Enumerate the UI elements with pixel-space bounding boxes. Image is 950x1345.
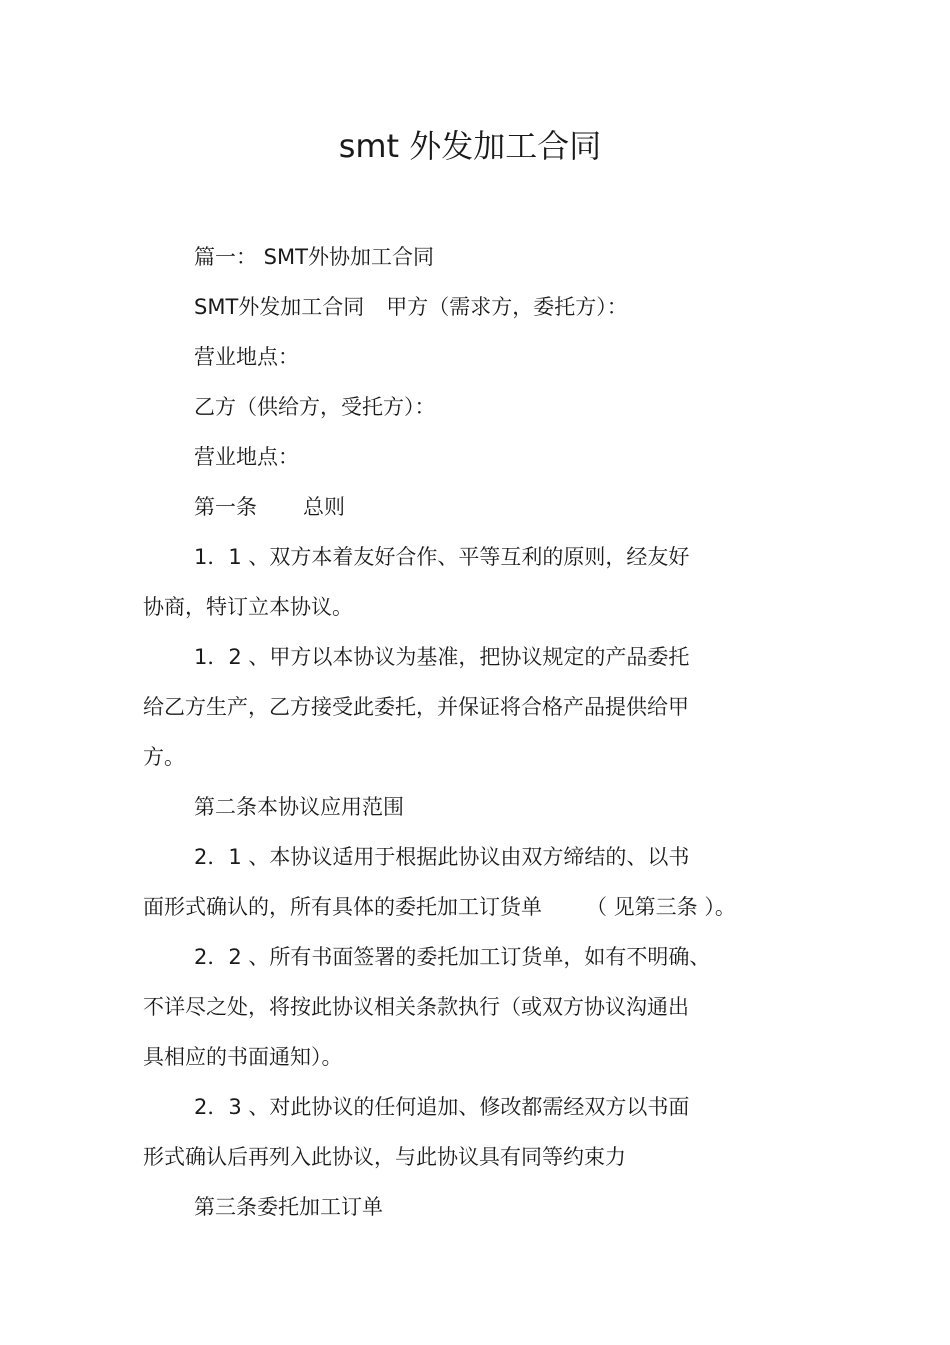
clause-1-1-line1: 1．1 、双方本着友好合作、平等互利的原则，经友好 — [194, 545, 690, 569]
clause-2-3-line2: 形式确认后再列入此协议，与此协议具有同等约束力 — [143, 1145, 626, 1169]
clause-2-2-line1: 2．2 、所有书面签署的委托加工订货单，如有不明确、 — [194, 945, 711, 969]
clause-2-3-line1: 2．3 、对此协议的任何追加、修改都需经双方以书面 — [194, 1095, 690, 1119]
clause-2-2-line3: 具相应的书面通知）。 — [143, 1045, 343, 1069]
clause-1-2-line1: 1．2 、甲方以本协议为基准，把协议规定的产品委托 — [194, 645, 690, 669]
clause-1-2-line3: 方。 — [143, 745, 185, 769]
party-a-label: 甲方（需求方，委托方）： — [386, 295, 628, 319]
clause-1-1-line2: 协商，特订立本协议。 — [143, 595, 353, 619]
document-body — [143, 232, 783, 1232]
clause-2-1-line1: 2．1 、本协议适用于根据此协议由双方缔结的、以书 — [194, 845, 690, 869]
article-3-heading: 第三条委托加工订单 — [194, 1195, 383, 1219]
article-1-number: 第一条 — [194, 495, 257, 519]
party-a-line — [143, 282, 783, 332]
article-1-heading — [143, 482, 783, 532]
clause-2-2-line2: 不详尽之处，将按此协议相关条款执行（或双方协议沟通出 — [143, 995, 689, 1019]
party-b-label: 乙方（供给方，受托方）： — [194, 395, 436, 419]
clause-2-1-text: 面形式确认的，所有具体的委托加工订货单 — [143, 895, 542, 919]
article-2-heading: 第二条本协议应用范围 — [194, 795, 404, 819]
clause-1-2-line2: 给乙方生产，乙方接受此委托，并保证将合格产品提供给甲 — [143, 695, 689, 719]
clause-2-1-reference: （ 见第三条 ）。 — [586, 895, 736, 919]
article-1-title: 总则 — [303, 495, 345, 519]
document-title: smt 外发加工合同 — [338, 127, 602, 165]
party-a-address: 营业地点： — [194, 345, 299, 369]
party-b-address: 营业地点： — [194, 445, 299, 469]
clause-2-1-line2 — [143, 882, 783, 932]
section-heading-part1: 篇一： SMT外协加工合同 — [194, 245, 434, 269]
contract-name: SMT外发加工合同 — [194, 295, 365, 319]
